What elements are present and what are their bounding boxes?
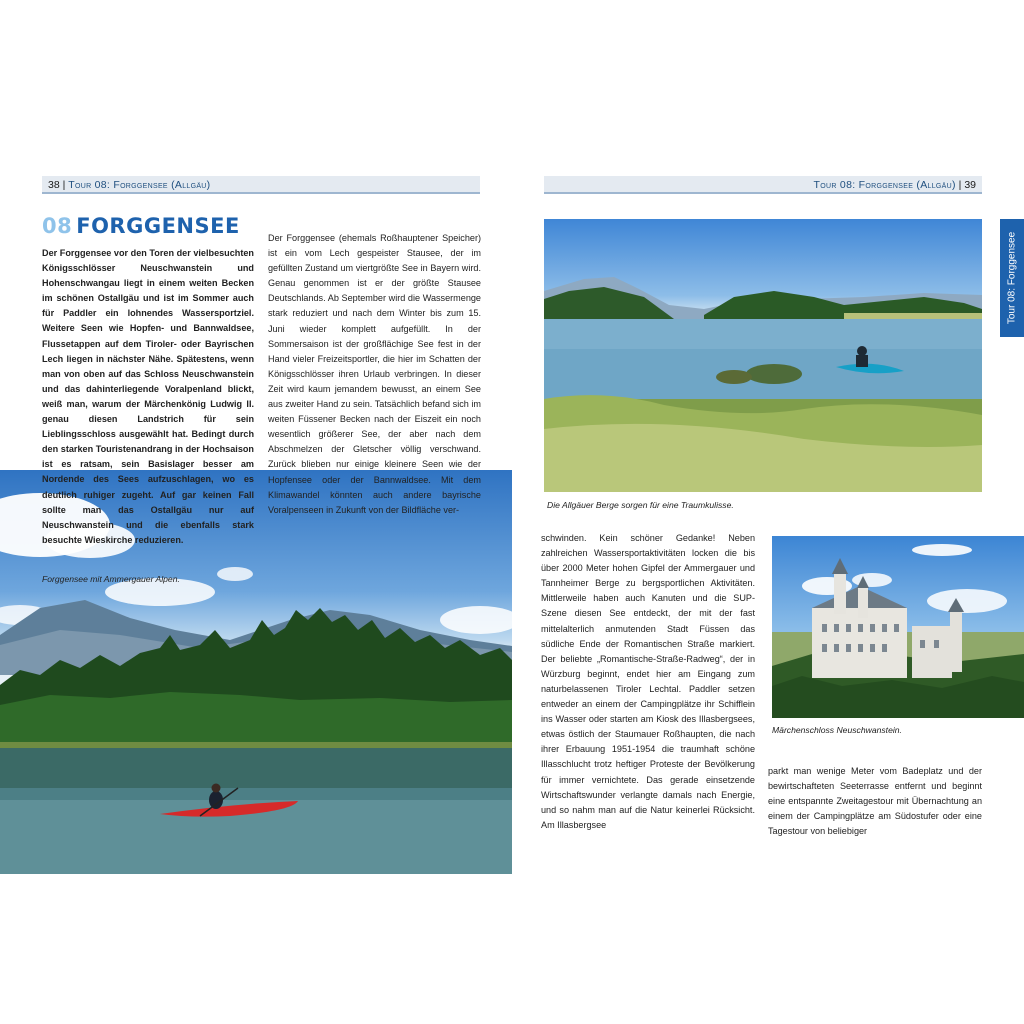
chapter-heading (42, 214, 240, 238)
body-column-3: schwinden. Kein schöner Gedanke! Neben zahlreichen Wassersportaktivitäten locken die bis über 2000 Meter hohen Gipfel der Ammergauer und Tannheimer Berge zu bergsportlichen Aktivitäten. Mittlerweile haben auch Kanuten und die SUP-Szene diesen See entdeckt, der mit der fast mittelalterlich anmutenden Stadt Füssen das südliche Ende der Romantischen Straße markiert. Der beliebte „Romantische-Straße-Radweg“, der in Würzburg beginnt, endet hier am Eingang zum naturbelassenen Tiroler Lechtal. Paddler setzen entweder an einem der Campingplätze ihr Schifflein ins Wasser oder starten am Kiosk des Illasbergsees, etwas östlich der Staumauer Roßhaupten, die nach ihrer Erbauung 1951-1954 die traumhaft schöne Illasschlucht trotz heftiger Proteste der Bevölkerung für immer vernichtete. Das gerade einsetzende Wirtschaftswunder verlangte damals nach Energie, und so nahm man auf die Natur keinerlei Rücksicht. Am Illasbergsee (541, 533, 755, 830)
forggensee-caption: Forggensee mit Ammergauer Alpen. (42, 574, 180, 584)
running-title-left: Tour 08: Forggensee (Allgäu) (68, 179, 211, 191)
lake-caption: Die Allgäuer Berge sorgen für eine Traumkulisse. (547, 500, 734, 510)
chapter-number: 08 (42, 214, 73, 238)
body-column-4: parkt man wenige Meter vom Badeplatz und der bewirtschafteten Seeterrasse entfernt und beginnt eine entspannte Zweitagestour mit Übernachtung an einem der Campingplätze am Südostufer oder eine Tagestour von beliebiger (768, 766, 982, 837)
running-title-right: Tour 08: Forggensee (Allgäu) (813, 179, 956, 191)
chapter-title: FORGGENSEE (76, 214, 240, 238)
intro-paragraph: Der Forggensee vor den Toren der vielbesuchten Königsschlösser Neuschwanstein und Hohenschwangau liegt in einem weiten Becken im schönen Ostallgäu und ist im Sommer auch für Paddler ein lohnendes Wassersportziel. Weitere Seen wie Hopfen- und Bannwaldsee, Flussetappen auf dem Tiroler- oder Bayrischen Lech liegen in nächster Nähe. Spätestens, wenn man von oben auf das Schloss Neuschwanstein und das dahinterliegende Voralpenland blickt, weiß man, warum der Märchenkönig Ludwig II. genau diesen Landstrich für sein Lieblingsschloss ausgewählt hat. Bedingt durch den starken Touristenandrang in der Hochsaison ist es ratsam, sein Basislager besser am Nordende des Sees aufzuschlagen, wo es deutlich ruhiger zugeht. Auf gar keinen Fall sollte man das Ostallgäu nur auf Neuschwanstein und die ebenfalls stark besuchte Wieskirche reduzieren. (42, 248, 254, 545)
side-tab-label: Tour 08: Forggensee (1006, 231, 1018, 325)
allgaeu-lake-photo (544, 219, 982, 492)
castle-caption: Märchenschloss Neuschwanstein. (772, 725, 902, 735)
neuschwanstein-photo (772, 536, 1024, 718)
running-header-left: 38 | Tour 08: Forggensee (Allgäu) (42, 176, 480, 194)
chapter-side-tab (1000, 219, 1024, 337)
page-number-left: 38 (48, 179, 60, 191)
allgaeu-lake-illustration (544, 219, 982, 492)
page-number-right: 39 (964, 179, 976, 191)
neuschwanstein-illustration (772, 536, 1024, 718)
running-header-right: Tour 08: Forggensee (Allgäu) | 39 (544, 176, 982, 194)
body-column-2: Der Forggensee (ehemals Roßhauptener Speicher) ist ein vom Lech gespeister Stausee, der im gefüllten Zustand um viertgrößte See in Bayern wird. Genau genommen ist er der größte Stausee Deutschlands. Ab September wird die Wassermenge stark reduziert und nach dem Winter bis zum 15. Juni wieder komplett aufgefüllt. In der Sommersaison ist der großflächige See fest in der Hand vieler Freizeitsportler, die hier im Schatten der Königsschlösser ihren Urlaub verbringen. In dieser Zeit wird kaum jemandem bewusst, an einem See aus zweiter Hand zu sein. Tatsächlich befand sich im weiten Füssener Becken nach der Eiszeit ein noch wesentlich größerer See, der aber nach dem Abschmelzen der Gletscher völlig verschwand. Zurück blieben nur einige kleinere Seen wie der Hopfensee oder der Bannwaldsee. Mit dem Klimawandel könnten auch andere bayrische Voralpenseen in Zukunft von der Bildfläche ver- (268, 233, 481, 515)
